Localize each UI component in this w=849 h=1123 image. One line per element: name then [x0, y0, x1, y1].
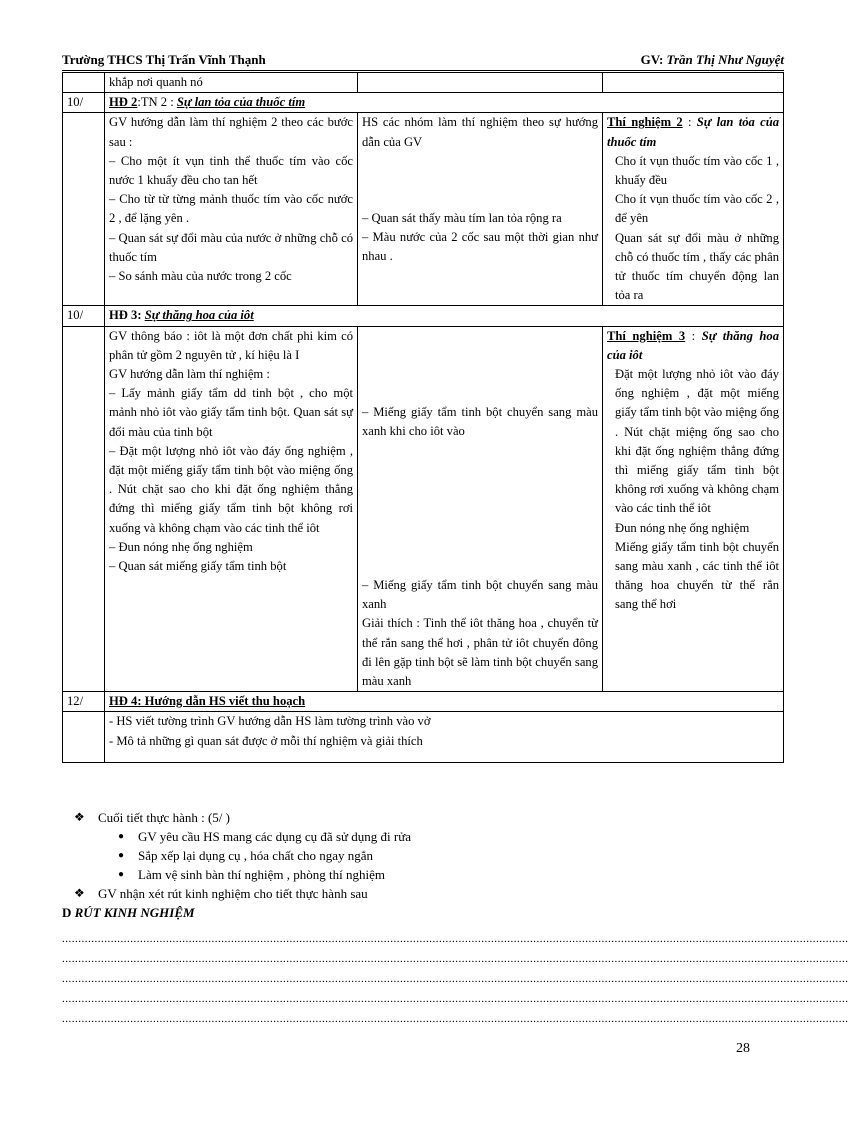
- dotted-line: ..................................................................................................................................................................................................................................................: [62, 1013, 849, 1025]
- table-row-hd2-heading: [63, 93, 784, 113]
- diamond-bullet-icon: ❖: [74, 810, 85, 824]
- table-row-hd2-body: [63, 113, 784, 306]
- teacher-activity: GV thông báo : iôt là một đơn chất phi kim có phân tử gồm 2 nguyên tử , kí hiệu là I GV hướng dẫn làm thí nghiệm : – Lấy mảnh giấy tẩm dd tinh bột , cho một mảnh nhỏ iôt vào giấy tẩm tinh bột. Quan sát sự đổi màu của tinh bột – Đặt một lượng nhỏ iôt vào đáy ống nghiệm , đặt một miếng giấy tẩm tinh bột vào miệng ống . Nút chặt sao cho khi đặt ống nghiệm thẳng đứng thì miếng giấy tẩm tinh bột không rơi xuống và không chạm vào các tinh thể iôt – Đun nóng nhẹ ống nghiệm – Quan sát miếng giấy tẩm tinh bột: [105, 326, 358, 692]
- dotted-line: ..................................................................................................................................................................................................................................................: [62, 933, 849, 945]
- student-activity: HS các nhóm làm thí nghiệm theo sự hướng dẫn của GV – Quan sát thấy màu tím lan tỏa rộng ra – Màu nước của 2 cốc sau một thời gian như nhau .: [358, 113, 603, 306]
- table-row-hd4-body: [63, 712, 784, 763]
- lesson-notes: Thí nghiệm 2 : Sự lan tỏa của thuốc tím Cho ít vụn thuốc tím vào cốc 1 , khuấy đều Cho ít vụn thuốc tím vào cốc 2 , để yên Quan sát sự đổi màu ở những chỗ có thuốc tím , thấy các phân tử thuốc tím chuyển động lan tỏa ra: [603, 113, 784, 306]
- section-heading: D RÚT KINH NGHIỆM: [62, 905, 195, 920]
- teacher-activity: GV hướng dẫn làm thí nghiệm 2 theo các bước sau : – Cho một ít vụn tinh thể thuốc tím vào cốc nước 1 khuấy đều cho tan hết – Cho từ từ từng mảnh thuốc tím vào cốc nước 2 , để lặng yên . – Quan sát sự đổi màu của nước ở những chỗ có thuốc tím – So sánh màu của nước trong 2 cốc: [105, 113, 358, 306]
- school-name: Trường THCS Thị Trấn Vĩnh Thạnh: [62, 52, 266, 67]
- bullet-icon: ●: [118, 850, 125, 861]
- table-row-hd3-heading: [63, 306, 784, 326]
- lesson-notes: Thí nghiệm 3 : Sự thăng hoa của iôt Đặt một lượng nhỏ iôt vào đáy ống nghiệm , đặt một miếng giấy tẩm tinh bột vào miệng ống . Nút chặt miệng ống sao cho khi đặt ống nghiệm thẳng đứng thì miếng giấy tẩm tinh bột không rơi xuống và không chạm vào các tinh thể iôt Đun nóng nhẹ ống nghiệm Miếng giấy tẩm tinh bột chuyển sang màu xanh , các tinh thể iôt thăng hoa chuyển từ thể rắn sang thể hơi: [603, 326, 784, 692]
- table-row-hd3-body: [63, 326, 784, 692]
- hd4-content: - HS viết tường trình GV hướng dẫn HS làm tường trình vào vở - Mô tả những gì quan sát được ở mỗi thí nghiệm và giải thích: [105, 712, 784, 763]
- bullet-icon: ●: [118, 831, 125, 842]
- time-cell: 10/: [63, 93, 105, 113]
- header-rule: [62, 70, 784, 71]
- table-row-carryover: [63, 73, 784, 93]
- activity-heading: HĐ 3: Sự thăng hoa của iôt: [105, 306, 784, 326]
- diamond-bullet-icon: ❖: [74, 886, 85, 900]
- activity-heading: HĐ 2:TN 2 : Sự lan tỏa của thuốc tím: [105, 93, 784, 113]
- dotted-line: ..................................................................................................................................................................................................................................................: [62, 973, 849, 985]
- page-number: 28: [736, 1041, 750, 1056]
- table-row-hd4-heading: [63, 692, 784, 712]
- student-activity: – Miếng giấy tẩm tinh bột chuyển sang màu xanh khi cho iôt vào – Miếng giấy tẩm tinh bột chuyển sang màu xanh Giải thích : Tinh thể iôt thăng hoa , chuyển từ thể rắn sang thể hơi , phân tử iôt chuyển đông đi lên gặp tinh bột sẽ làm tinh bột chuyển sang màu xanh: [358, 326, 603, 692]
- time-cell: 10/: [63, 306, 105, 326]
- carryover-cell: khắp nơi quanh nó: [105, 73, 358, 93]
- page-header: [62, 50, 784, 70]
- teacher-name: GV: Trần Thị Như Nguyệt: [640, 52, 784, 67]
- lesson-table: [62, 72, 784, 763]
- dotted-line: ..................................................................................................................................................................................................................................................: [62, 993, 849, 1005]
- time-cell: 12/: [63, 692, 105, 712]
- activity-heading: HĐ 4: Hướng dẫn HS viết thu hoạch: [105, 692, 784, 712]
- bullet-icon: ●: [118, 869, 125, 880]
- dotted-line: ..................................................................................................................................................................................................................................................: [62, 953, 849, 965]
